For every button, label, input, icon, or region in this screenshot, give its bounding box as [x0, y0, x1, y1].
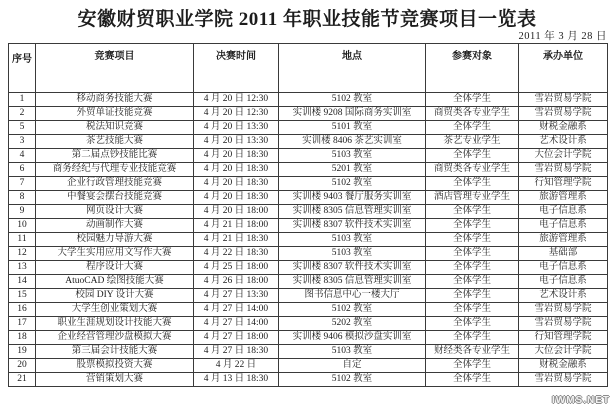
table-row	[9, 233, 608, 247]
cell-organizer: 旅游管理系	[519, 233, 608, 247]
cell-location: 5103 教室	[279, 345, 426, 359]
cell-location: 实训楼 8307 软件技术实训室	[279, 261, 426, 275]
header-project: 竞赛项目	[36, 44, 194, 93]
header-organizer: 承办单位	[519, 44, 608, 93]
cell-participants: 全体学生	[426, 149, 519, 163]
cell-time: 4 月 27 日 18:00	[194, 331, 279, 345]
cell-seq: 18	[9, 331, 36, 345]
cell-location: 图书信息中心一楼大厅	[279, 289, 426, 303]
cell-project: 校园魅力导游大赛	[36, 233, 194, 247]
cell-seq: 15	[9, 289, 36, 303]
competition-table	[8, 43, 608, 387]
cell-organizer: 行知管理学院	[519, 177, 608, 191]
cell-time: 4 月 21 日 18:30	[194, 233, 279, 247]
cell-location: 5201 教室	[279, 163, 426, 177]
cell-participants: 全体学生	[426, 93, 519, 107]
cell-project: 茶艺技能大赛	[36, 135, 194, 149]
cell-time: 4 月 21 日 18:00	[194, 219, 279, 233]
cell-organizer: 旅游管理系	[519, 191, 608, 205]
table-header	[9, 44, 608, 93]
cell-project: 中餐宴会摆台技能竞赛	[36, 191, 194, 205]
header-location: 地点	[279, 44, 426, 93]
cell-seq: 16	[9, 303, 36, 317]
cell-time: 4 月 20 日 12:30	[194, 107, 279, 121]
cell-time: 4 月 20 日 13:30	[194, 121, 279, 135]
cell-participants: 全体学生	[426, 121, 519, 135]
cell-time: 4 月 26 日 18:00	[194, 275, 279, 289]
table-row	[9, 373, 608, 387]
cell-organizer: 雪岩贸易学院	[519, 163, 608, 177]
cell-organizer: 雪岩贸易学院	[519, 373, 608, 387]
table-row	[9, 317, 608, 331]
table-row	[9, 135, 608, 149]
cell-participants: 酒店管理专业学生	[426, 191, 519, 205]
cell-project: 校园 DIY 设计大赛	[36, 289, 194, 303]
cell-project: 网页设计大赛	[36, 205, 194, 219]
cell-time: 4 月 22 日	[194, 359, 279, 373]
cell-organizer: 电子信息系	[519, 219, 608, 233]
cell-organizer: 大位会计学院	[519, 149, 608, 163]
cell-participants: 财经类各专业学生	[426, 345, 519, 359]
cell-location: 实训楼 8305 信息管理实训室	[279, 275, 426, 289]
cell-project: 第二届点钞技能比赛	[36, 149, 194, 163]
cell-participants: 全体学生	[426, 317, 519, 331]
header-seq: 序号	[9, 44, 36, 93]
cell-organizer: 基础部	[519, 247, 608, 261]
cell-time: 4 月 20 日 18:30	[194, 191, 279, 205]
cell-seq: 19	[9, 345, 36, 359]
cell-seq: 13	[9, 261, 36, 275]
table-row	[9, 331, 608, 345]
cell-location: 5103 教室	[279, 233, 426, 247]
cell-time: 4 月 20 日 18:00	[194, 205, 279, 219]
cell-location: 实训楼 9208 国际商务实训室	[279, 107, 426, 121]
cell-location: 5101 教室	[279, 121, 426, 135]
cell-location: 5202 教室	[279, 317, 426, 331]
table-row	[9, 107, 608, 121]
table-row	[9, 247, 608, 261]
cell-participants: 全体学生	[426, 205, 519, 219]
cell-location: 5102 教室	[279, 177, 426, 191]
cell-participants: 全体学生	[426, 359, 519, 373]
cell-organizer: 雪岩贸易学院	[519, 107, 608, 121]
cell-participants: 全体学生	[426, 177, 519, 191]
cell-participants: 茶艺专业学生	[426, 135, 519, 149]
cell-project: 外贸单证技能竞赛	[36, 107, 194, 121]
cell-project: 动画制作大赛	[36, 219, 194, 233]
cell-time: 4 月 20 日 13:30	[194, 135, 279, 149]
cell-time: 4 月 20 日 18:30	[194, 177, 279, 191]
cell-seq: 1	[9, 93, 36, 107]
cell-time: 4 月 13 日 18:30	[194, 373, 279, 387]
cell-organizer: 财税金融系	[519, 121, 608, 135]
cell-participants: 全体学生	[426, 219, 519, 233]
cell-project: AtuoCAD 绘图技能大赛	[36, 275, 194, 289]
cell-time: 4 月 25 日 18:00	[194, 261, 279, 275]
table-row	[9, 121, 608, 135]
cell-time: 4 月 27 日 14:00	[194, 317, 279, 331]
cell-location: 实训楼 9403 餐厅服务实训室	[279, 191, 426, 205]
cell-time: 4 月 20 日 18:30	[194, 149, 279, 163]
table-row	[9, 289, 608, 303]
table-row	[9, 191, 608, 205]
cell-location: 5103 教室	[279, 247, 426, 261]
cell-seq: 9	[9, 205, 36, 219]
cell-participants: 全体学生	[426, 261, 519, 275]
cell-time: 4 月 27 日 18:30	[194, 345, 279, 359]
cell-time: 4 月 22 日 18:30	[194, 247, 279, 261]
cell-seq: 8	[9, 191, 36, 205]
cell-organizer: 财税金融系	[519, 359, 608, 373]
table-row	[9, 345, 608, 359]
table-row	[9, 303, 608, 317]
cell-participants: 商贸类各专业学生	[426, 163, 519, 177]
cell-organizer: 艺术设计系	[519, 289, 608, 303]
cell-seq: 6	[9, 163, 36, 177]
header-participants: 参赛对象	[426, 44, 519, 93]
cell-project: 第三届会计技能大赛	[36, 345, 194, 359]
cell-organizer: 大位会计学院	[519, 345, 608, 359]
cell-project: 大学生实用应用文写作大赛	[36, 247, 194, 261]
cell-seq: 7	[9, 177, 36, 191]
table-row	[9, 205, 608, 219]
cell-seq: 21	[9, 373, 36, 387]
watermark: IWMS.NET	[552, 395, 610, 406]
cell-seq: 12	[9, 247, 36, 261]
cell-location: 实训楼 8307 软件技术实训室	[279, 219, 426, 233]
cell-project: 大学生创业策划大赛	[36, 303, 194, 317]
table-row	[9, 359, 608, 373]
cell-organizer: 电子信息系	[519, 261, 608, 275]
document-date: 2011 年 3 月 28 日	[518, 31, 607, 42]
cell-participants: 全体学生	[426, 247, 519, 261]
table-row	[9, 163, 608, 177]
cell-participants: 商贸类各专业学生	[426, 107, 519, 121]
cell-project: 税法知识竞赛	[36, 121, 194, 135]
page-title: 安徽财贸职业学院 2011 年职业技能节竞赛项目一览表	[77, 9, 537, 30]
cell-participants: 全体学生	[426, 303, 519, 317]
cell-time: 4 月 27 日 14:00	[194, 303, 279, 317]
cell-organizer: 电子信息系	[519, 275, 608, 289]
table-row	[9, 219, 608, 233]
cell-organizer: 雪岩贸易学院	[519, 93, 608, 107]
cell-seq: 14	[9, 275, 36, 289]
table-row	[9, 149, 608, 163]
cell-project: 营销策划大赛	[36, 373, 194, 387]
cell-project: 程序设计大赛	[36, 261, 194, 275]
cell-organizer: 行知管理学院	[519, 331, 608, 345]
cell-organizer: 艺术设计系	[519, 135, 608, 149]
cell-location: 5102 教室	[279, 373, 426, 387]
cell-location: 5103 教室	[279, 149, 426, 163]
cell-location: 实训楼 9406 模拟沙盘实训室	[279, 331, 426, 345]
cell-organizer: 雪岩贸易学院	[519, 303, 608, 317]
table-row	[9, 261, 608, 275]
cell-location: 5102 教室	[279, 93, 426, 107]
cell-seq: 10	[9, 219, 36, 233]
cell-project: 移动商务技能大赛	[36, 93, 194, 107]
table-row	[9, 93, 608, 107]
table-row	[9, 177, 608, 191]
cell-organizer: 电子信息系	[519, 205, 608, 219]
table-body	[9, 93, 608, 387]
header-row	[9, 44, 608, 93]
cell-participants: 全体学生	[426, 289, 519, 303]
header-time: 决赛时间	[194, 44, 279, 93]
cell-time: 4 月 20 日 12:30	[194, 93, 279, 107]
cell-participants: 全体学生	[426, 233, 519, 247]
cell-seq: 17	[9, 317, 36, 331]
cell-seq: 11	[9, 233, 36, 247]
cell-participants: 全体学生	[426, 373, 519, 387]
cell-seq: 3	[9, 135, 36, 149]
cell-project: 商务经纪与代理专业技能竞赛	[36, 163, 194, 177]
cell-location: 自定	[279, 359, 426, 373]
cell-project: 职业生涯规划设计技能大赛	[36, 317, 194, 331]
cell-seq: 4	[9, 149, 36, 163]
cell-seq: 2	[9, 107, 36, 121]
cell-location: 5102 教室	[279, 303, 426, 317]
cell-time: 4 月 20 日 18:30	[194, 163, 279, 177]
cell-location: 实训楼 8406 茶艺实训室	[279, 135, 426, 149]
table-row	[9, 275, 608, 289]
cell-participants: 全体学生	[426, 331, 519, 345]
cell-seq: 20	[9, 359, 36, 373]
cell-seq: 5	[9, 121, 36, 135]
cell-time: 4 月 27 日 13:30	[194, 289, 279, 303]
cell-location: 实训楼 8305 信息管理实训室	[279, 205, 426, 219]
cell-project: 股票模拟投资大赛	[36, 359, 194, 373]
cell-participants: 全体学生	[426, 275, 519, 289]
cell-project: 企业行政管理技能竞赛	[36, 177, 194, 191]
cell-project: 企业经营管理沙盘模拟大赛	[36, 331, 194, 345]
cell-organizer: 雪岩贸易学院	[519, 317, 608, 331]
